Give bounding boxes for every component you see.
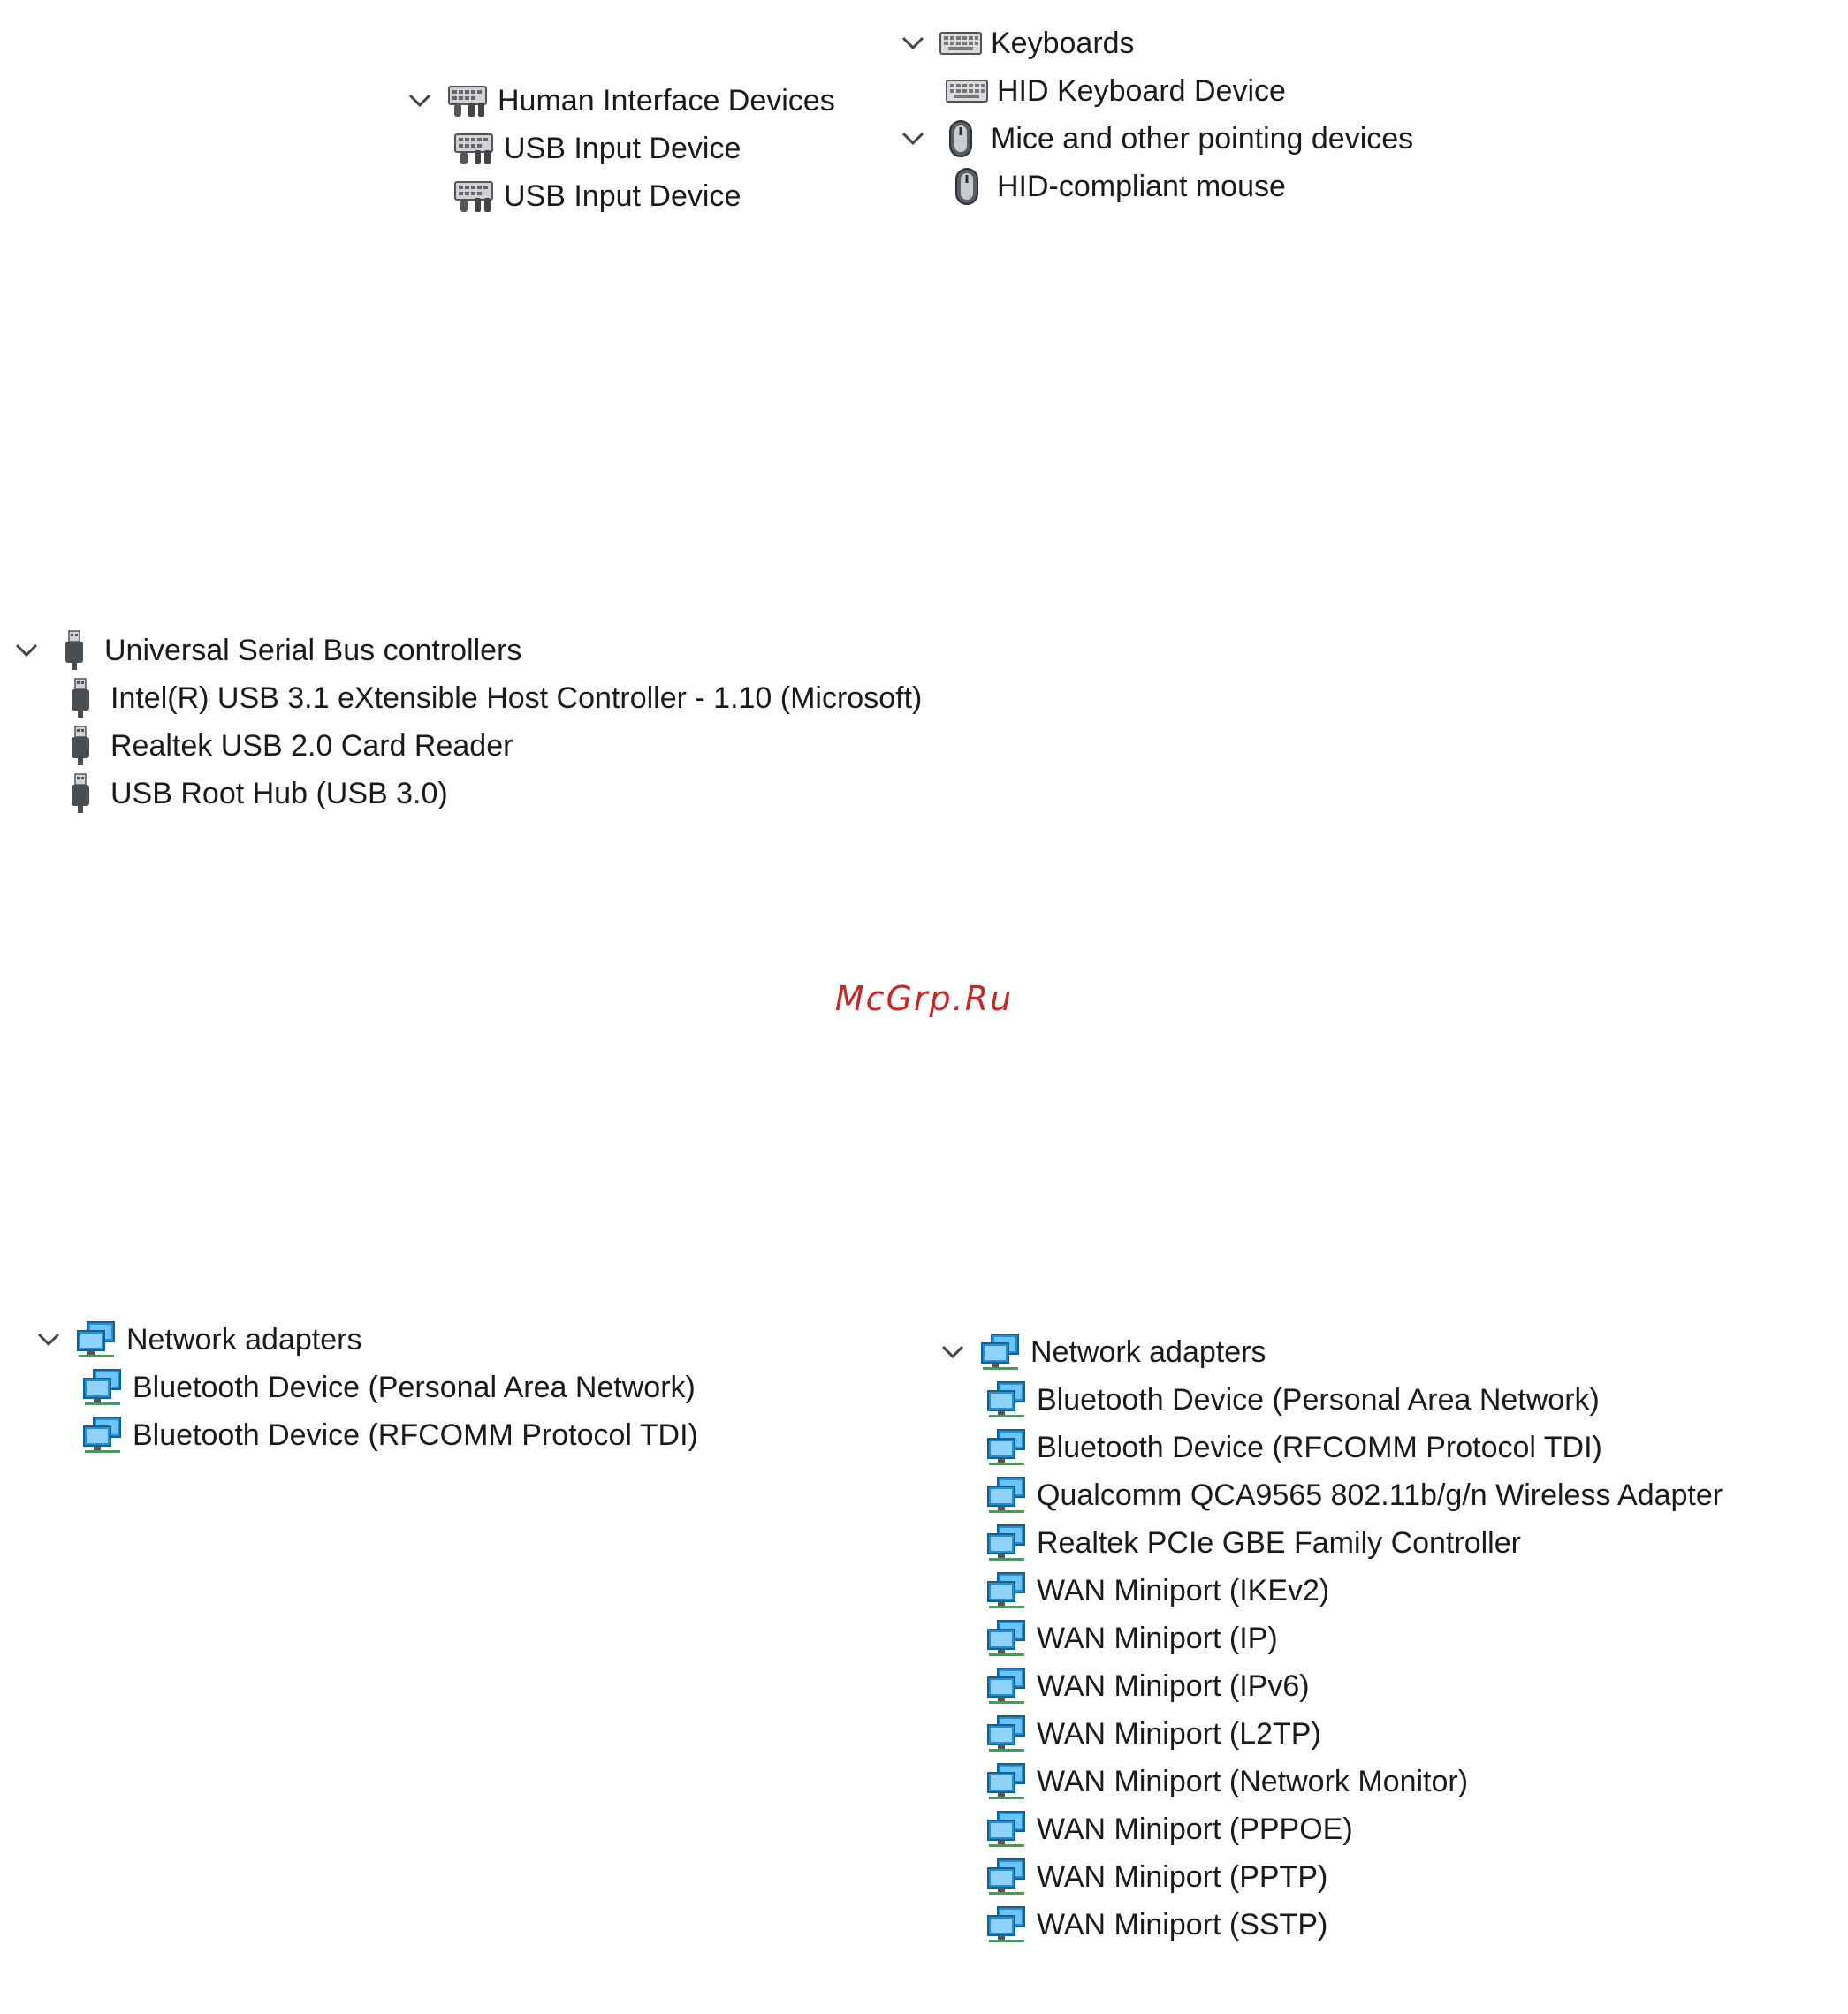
tree-category-label: Network adapters	[126, 1322, 362, 1357]
tree-item[interactable]	[935, 1710, 1723, 1758]
chevron-down-icon[interactable]	[895, 26, 931, 61]
tree-category-network[interactable]	[935, 1328, 1723, 1376]
usb-icon	[59, 679, 102, 718]
tree-item-label: WAN Miniport (SSTP)	[1037, 1907, 1328, 1942]
network-adapter-icon	[985, 1762, 1028, 1801]
usb-icon	[53, 631, 95, 670]
tree-item-label: Realtek PCIe GBE Family Controller	[1037, 1525, 1521, 1560]
tree-category-network[interactable]	[31, 1316, 698, 1364]
network-left-tree	[31, 1316, 698, 1459]
tree-item[interactable]	[935, 1805, 1723, 1853]
tree-item[interactable]	[31, 1411, 698, 1459]
tree-item[interactable]	[935, 1519, 1723, 1567]
watermark: McGrp.Ru	[834, 979, 1014, 1018]
tree-item-label: WAN Miniport (PPPOE)	[1037, 1812, 1353, 1846]
tree-item-label: WAN Miniport (Network Monitor)	[1037, 1764, 1469, 1798]
tree-category-hid[interactable]	[402, 77, 835, 125]
tree-item-label: Realtek USB 2.0 Card Reader	[110, 728, 513, 763]
network-adapter-icon	[979, 1333, 1022, 1372]
usb-tree	[9, 627, 922, 817]
mice-tree	[895, 115, 1413, 210]
chevron-down-icon[interactable]	[935, 1334, 970, 1370]
network-adapter-icon	[985, 1714, 1028, 1753]
tree-item[interactable]	[9, 722, 922, 770]
mouse-icon	[939, 119, 982, 158]
tree-item-label: WAN Miniport (IKEv2)	[1037, 1573, 1330, 1607]
network-right-tree	[935, 1328, 1723, 1949]
tree-item[interactable]	[935, 1853, 1723, 1901]
hid-icon	[452, 129, 495, 168]
tree-item-label: Bluetooth Device (RFCOMM Protocol TDI)	[1037, 1430, 1602, 1464]
hid-icon	[452, 177, 495, 216]
tree-item-label: WAN Miniport (L2TP)	[1037, 1716, 1321, 1751]
keyboards-tree	[895, 19, 1286, 115]
tree-item[interactable]	[31, 1364, 698, 1411]
tree-item-label: USB Input Device	[504, 131, 741, 165]
tree-item[interactable]	[9, 674, 922, 722]
tree-category-usb[interactable]	[9, 627, 922, 674]
tree-category-keyboards[interactable]	[895, 19, 1286, 67]
tree-item[interactable]	[895, 163, 1413, 210]
keyboard-icon	[946, 72, 988, 110]
tree-item-label: WAN Miniport (IPv6)	[1037, 1668, 1310, 1703]
tree-category-label: Keyboards	[991, 26, 1135, 60]
tree-item[interactable]	[895, 67, 1286, 115]
tree-item-label: Bluetooth Device (Personal Area Network)	[133, 1370, 696, 1404]
hid-tree	[402, 77, 835, 220]
tree-item[interactable]	[935, 1662, 1723, 1710]
tree-category-label: Universal Serial Bus controllers	[104, 633, 522, 667]
tree-category-label: Human Interface Devices	[498, 83, 835, 118]
tree-item-label: HID Keyboard Device	[997, 73, 1286, 108]
tree-category-label: Network adapters	[1030, 1334, 1266, 1369]
tree-item-label: USB Root Hub (USB 3.0)	[110, 776, 448, 810]
tree-item[interactable]	[935, 1615, 1723, 1662]
network-adapter-icon	[985, 1380, 1028, 1419]
keyboard-icon	[939, 24, 982, 63]
network-adapter-icon	[985, 1571, 1028, 1610]
tree-item-label: WAN Miniport (IP)	[1037, 1621, 1278, 1655]
chevron-down-icon[interactable]	[31, 1322, 66, 1357]
tree-item-label: USB Input Device	[504, 179, 741, 213]
network-adapter-icon	[81, 1416, 124, 1455]
tree-item-label: Intel(R) USB 3.1 eXtensible Host Controller - 1.10 (Microsoft)	[110, 680, 923, 715]
tree-item-label: Bluetooth Device (Personal Area Network)	[1037, 1382, 1600, 1417]
tree-item[interactable]	[935, 1567, 1723, 1615]
tree-item-label: HID-compliant mouse	[997, 169, 1286, 203]
mouse-icon	[946, 167, 988, 206]
network-adapter-icon	[81, 1368, 124, 1407]
usb-icon	[59, 726, 102, 765]
tree-item-label: Bluetooth Device (RFCOMM Protocol TDI)	[133, 1417, 698, 1452]
tree-item[interactable]	[402, 172, 835, 220]
tree-item[interactable]	[935, 1376, 1723, 1424]
network-adapter-icon	[985, 1858, 1028, 1896]
chevron-down-icon[interactable]	[402, 83, 437, 118]
tree-item[interactable]	[402, 125, 835, 172]
network-adapter-icon	[985, 1810, 1028, 1849]
usb-icon	[59, 774, 102, 813]
network-adapter-icon	[985, 1524, 1028, 1562]
tree-item[interactable]	[935, 1424, 1723, 1471]
network-adapter-icon	[75, 1320, 118, 1359]
tree-item[interactable]	[935, 1471, 1723, 1519]
tree-category-label: Mice and other pointing devices	[991, 121, 1414, 156]
tree-item-label: Qualcomm QCA9565 802.11b/g/n Wireless Adapter	[1037, 1478, 1723, 1512]
network-adapter-icon	[985, 1619, 1028, 1658]
chevron-down-icon[interactable]	[895, 121, 931, 156]
network-adapter-icon	[985, 1667, 1028, 1706]
tree-item[interactable]	[935, 1901, 1723, 1949]
tree-category-mice[interactable]	[895, 115, 1413, 163]
network-adapter-icon	[985, 1476, 1028, 1515]
chevron-down-icon[interactable]	[9, 633, 44, 668]
network-adapter-icon	[985, 1905, 1028, 1944]
tree-item[interactable]	[935, 1758, 1723, 1805]
tree-item-label: WAN Miniport (PPTP)	[1037, 1859, 1328, 1894]
tree-item[interactable]	[9, 770, 922, 817]
hid-icon	[446, 81, 489, 120]
network-adapter-icon	[985, 1428, 1028, 1467]
